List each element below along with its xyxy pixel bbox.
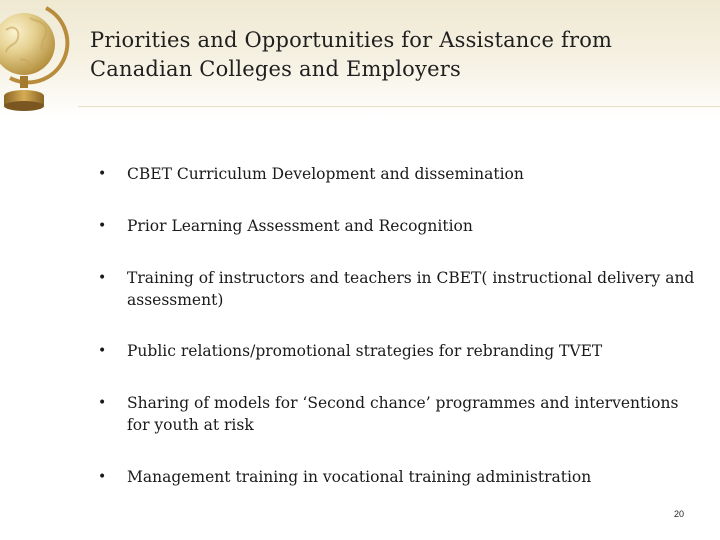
bullet-text: Management training in vocational training administration [127,468,592,486]
bullet-marker: • [98,218,107,234]
bullet-item [98,163,703,185]
bullet-text: Training of instructors and teachers in CBET( instructional delivery and assessment) [127,269,695,309]
page-number: 20 [673,509,684,519]
bullet-text: Sharing of models for ‘Second chance’ programmes and interventions for youth at risk [127,394,679,434]
bullet-marker: • [98,166,107,182]
bullet-text: Public relations/promotional strategies for rebranding TVET [127,342,603,360]
slide-title [90,26,690,84]
bullet-item [98,215,703,237]
slide-title-line-1: Priorities and Opportunities for Assistance from [90,28,613,52]
slide-title-line-2: Canadian Colleges and Employers [90,57,461,81]
globe-icon [0,0,72,118]
bullet-item [98,267,703,311]
bullet-text: CBET Curriculum Development and dissemination [127,165,524,183]
bullet-item [98,466,703,488]
bullet-marker: • [98,469,107,485]
bullet-marker: • [98,395,107,411]
bullet-marker: • [98,343,107,359]
bullet-item [98,340,703,362]
bullet-item [98,392,703,436]
bullet-marker: • [98,270,107,286]
title-divider [78,106,720,107]
bullet-text: Prior Learning Assessment and Recognition [127,217,473,235]
